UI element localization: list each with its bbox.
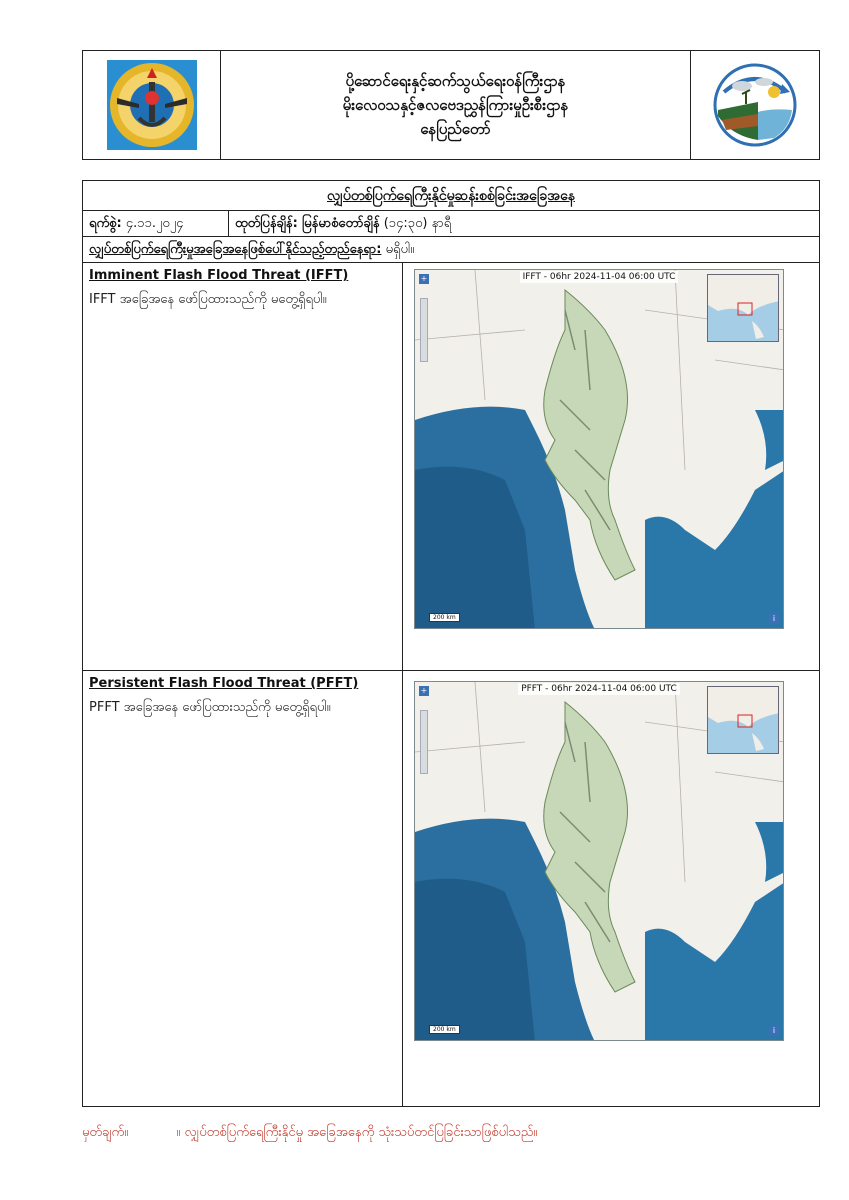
- locator-map-icon: [708, 275, 779, 342]
- info-icon[interactable]: i: [769, 1026, 779, 1036]
- ifft-map-cell: [403, 263, 819, 670]
- pfft-map-title: PFFT - 06hr 2024-11-04 06:00 UTC: [415, 684, 783, 694]
- ministry-emblem-icon: [107, 60, 197, 150]
- ifft-text: IFFT အခြေအနေ ဖော်ပြထားသည်ကို မတွေ့ရှိရပါ။: [89, 292, 327, 307]
- pfft-heading: Persistent Flash Flood Threat (PFFT): [89, 676, 359, 691]
- ifft-heading: Imminent Flash Flood Threat (IFFT): [89, 268, 349, 283]
- zoom-in-icon[interactable]: +: [420, 686, 428, 695]
- zoom-in-icon[interactable]: +: [420, 274, 428, 283]
- report-meta-row: [83, 211, 819, 237]
- threat-location-label: လျှပ်တစ်ပြက်ရေကြီးမှုအခြေအနေဖြစ်ပေါ်နိုင်သည့်တည်နေရာ:: [89, 242, 382, 257]
- ifft-description: [83, 263, 403, 670]
- pfft-description: [83, 671, 403, 1107]
- issue-label: ထုတ်ပြန်ချိန်:: [235, 216, 298, 231]
- report-title: လျှပ်တစ်ပြက်ရေကြီးနိုင်မှုဆန်းစစ်ခြင်းအခြေအနေ: [83, 181, 819, 211]
- pfft-zoom-slider[interactable]: [420, 710, 428, 774]
- locator-map-icon: [708, 687, 779, 754]
- department-name: မိုးလေဝသနှင့်ဇလဗေဒညွှန်ကြားမှုဦးစီးဌာန: [342, 96, 569, 114]
- ifft-scale-bar: 200 km: [429, 613, 460, 622]
- dmh-logo: [691, 51, 819, 159]
- letterhead-titles: [221, 51, 691, 159]
- hydrology-cycle-icon: [712, 62, 798, 148]
- threat-location-value: မရှိပါ။: [385, 242, 415, 257]
- pfft-map-cell: [403, 671, 819, 1107]
- footer-text: ။ လျှပ်တစ်ပြက်ရေကြီးနိုင်မှု အခြေအနေကို သုံးသပ်တင်ပြခြင်းသာဖြစ်ပါသည်။: [176, 1125, 538, 1140]
- ifft-section: [83, 263, 819, 671]
- info-icon[interactable]: i: [769, 614, 779, 624]
- ifft-zoom-slider[interactable]: [420, 298, 428, 362]
- threat-location-row: [83, 237, 819, 263]
- footer-note: [82, 1124, 820, 1143]
- ifft-locator-inset: [707, 274, 779, 342]
- ifft-map: [414, 269, 784, 629]
- ifft-map-title: IFFT - 06hr 2024-11-04 06:00 UTC: [415, 272, 783, 282]
- issue-time-value: (၁၄:၃၀) နာရီ: [383, 216, 452, 231]
- pfft-locator-inset: [707, 686, 779, 754]
- date-cell: [83, 211, 229, 236]
- city-name: နေပြည်တော်: [420, 120, 491, 138]
- footer-label: မှတ်ချက်။: [82, 1125, 129, 1140]
- date-value: ၄.၁၁.၂၀၂၄: [125, 216, 184, 231]
- pfft-text: PFFT အခြေအနေ ဖော်ပြထားသည်ကို မတွေ့ရှိရပါ။: [89, 700, 331, 715]
- ifft-zoom-controls[interactable]: [419, 274, 429, 286]
- ministry-name: ပို့ဆောင်ရေးနှင့်ဆက်သွယ်ရေးဝန်ကြီးဌာန: [345, 72, 566, 90]
- pfft-map: [414, 681, 784, 1041]
- issue-time-cell: [229, 211, 819, 236]
- pfft-section: [83, 671, 819, 1107]
- pfft-scale-bar: 200 km: [429, 1025, 460, 1034]
- pfft-zoom-controls[interactable]: [419, 686, 429, 698]
- date-label: ရက်စွဲ:: [89, 216, 122, 231]
- letterhead: [82, 50, 820, 160]
- ministry-logo: [83, 51, 221, 159]
- flash-flood-report-table: [82, 180, 820, 1107]
- issue-zone-label: မြန်မာစံတော်ချိန်: [302, 216, 380, 231]
